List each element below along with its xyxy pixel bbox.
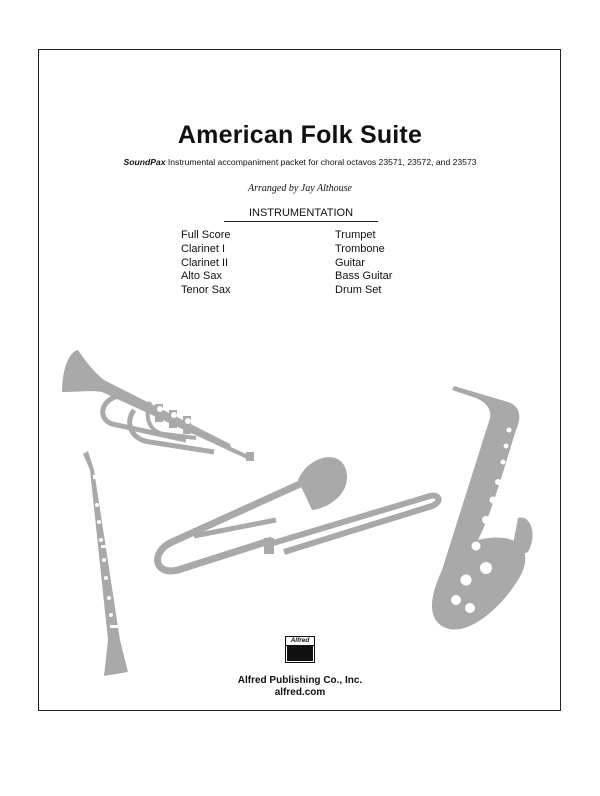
arranger-credit: Arranged by Jay Althouse: [248, 183, 352, 194]
publisher-block: [0, 675, 600, 699]
instrument-item: Drum Set: [335, 284, 382, 297]
publisher-url: alfred.com: [274, 687, 326, 698]
instrumentation-heading: INSTRUMENTATION: [224, 207, 378, 222]
instrument-item: Clarinet I: [181, 242, 226, 255]
saxophone-icon: [432, 386, 533, 630]
instrument-item: Tenor Sax: [181, 284, 231, 297]
instrument-item: Trombone: [335, 242, 385, 255]
page-title: American Folk Suite: [177, 121, 423, 149]
trumpet-icon: [62, 350, 254, 461]
instrument-item: Full Score: [181, 229, 231, 241]
subtitle-brand: SoundPax: [123, 157, 166, 167]
trombone-icon: [158, 457, 439, 571]
subtitle-text: Instrumental accompaniment packet for choral octavos 23571, 23572, and 23573: [165, 157, 477, 167]
instrument-item: Bass Guitar: [335, 270, 393, 283]
clarinet-icon: [83, 451, 128, 676]
publisher-name: Alfred Publishing Co., Inc.: [237, 675, 363, 686]
alfred-logo: [285, 636, 315, 663]
logo-emblem: [287, 646, 313, 661]
instrument-item: Clarinet II: [181, 256, 229, 269]
instrument-item: Alto Sax: [181, 270, 222, 283]
instrument-item: Trumpet: [335, 229, 376, 241]
logo-wordmark: Alfred: [286, 637, 314, 646]
instrument-item: Guitar: [335, 256, 365, 269]
